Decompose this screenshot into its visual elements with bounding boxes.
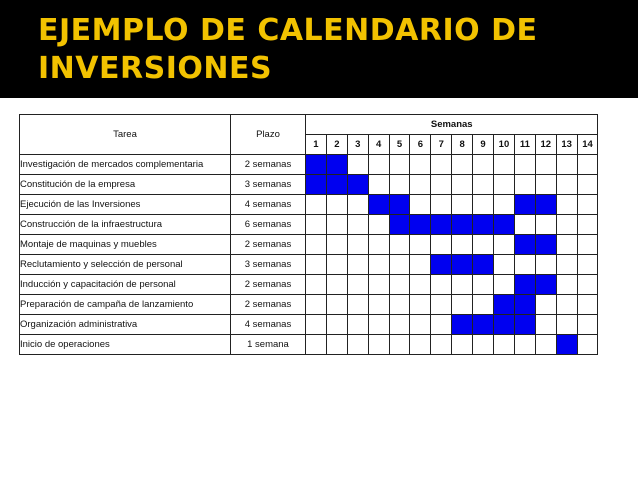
- week-cell: [368, 335, 389, 355]
- week-cell: [389, 275, 410, 295]
- schedule-bar-cell: [389, 215, 410, 235]
- week-cell: [577, 155, 598, 175]
- schedule-bar-cell: [306, 155, 327, 175]
- table-row: [20, 315, 598, 335]
- week-header: 12: [535, 135, 556, 155]
- week-cell: [368, 175, 389, 195]
- week-cell: [306, 315, 327, 335]
- table-row: [20, 295, 598, 315]
- task-name: Montaje de maquinas y muebles: [20, 235, 231, 255]
- week-cell: [306, 195, 327, 215]
- schedule-bar-cell: [473, 255, 494, 275]
- task-name: Inducción y capacitación de personal: [20, 275, 231, 295]
- table-row: [20, 155, 598, 175]
- schedule-bar-cell: [410, 215, 431, 235]
- task-duration: 4 semanas: [231, 315, 306, 335]
- week-cell: [431, 195, 452, 215]
- week-cell: [556, 175, 577, 195]
- week-cell: [556, 275, 577, 295]
- week-cell: [452, 275, 473, 295]
- schedule-bar-cell: [368, 195, 389, 215]
- week-cell: [431, 295, 452, 315]
- schedule-bar-cell: [389, 195, 410, 215]
- week-cell: [452, 335, 473, 355]
- week-cell: [326, 255, 347, 275]
- schedule-bar-cell: [452, 215, 473, 235]
- week-cell: [535, 175, 556, 195]
- week-cell: [326, 215, 347, 235]
- slide-title: EJEMPLO DE CALENDARIO DE INVERSIONES: [38, 13, 538, 86]
- week-cell: [431, 175, 452, 195]
- schedule-bar-cell: [494, 315, 515, 335]
- task-name: Reclutamiento y selección de personal: [20, 255, 231, 275]
- week-cell: [535, 255, 556, 275]
- week-cell: [556, 315, 577, 335]
- task-duration: 2 semanas: [231, 295, 306, 315]
- week-cell: [431, 275, 452, 295]
- week-cell: [577, 195, 598, 215]
- week-cell: [368, 295, 389, 315]
- gantt-body: [20, 155, 598, 355]
- week-cell: [347, 155, 368, 175]
- schedule-bar-cell: [452, 255, 473, 275]
- task-name: Construcción de la infraestructura: [20, 215, 231, 235]
- week-cell: [494, 335, 515, 355]
- schedule-bar-cell: [494, 295, 515, 315]
- week-cell: [347, 215, 368, 235]
- table-row: [20, 335, 598, 355]
- task-duration: 2 semanas: [231, 235, 306, 255]
- week-cell: [556, 235, 577, 255]
- week-cell: [368, 155, 389, 175]
- week-cell: [452, 175, 473, 195]
- week-cell: [535, 335, 556, 355]
- week-header: 9: [473, 135, 494, 155]
- week-cell: [494, 275, 515, 295]
- week-cell: [535, 295, 556, 315]
- week-cell: [556, 195, 577, 215]
- week-header: 4: [368, 135, 389, 155]
- table-row: [20, 235, 598, 255]
- week-cell: [556, 255, 577, 275]
- week-cell: [473, 335, 494, 355]
- schedule-bar-cell: [535, 275, 556, 295]
- week-cell: [389, 315, 410, 335]
- schedule-bar-cell: [535, 235, 556, 255]
- task-duration: 3 semanas: [231, 255, 306, 275]
- week-cell: [452, 195, 473, 215]
- week-cell: [473, 275, 494, 295]
- week-header: 14: [577, 135, 598, 155]
- column-header-plazo: Plazo: [231, 115, 306, 155]
- week-cell: [368, 255, 389, 275]
- week-cell: [410, 195, 431, 215]
- week-cell: [389, 155, 410, 175]
- week-cell: [347, 275, 368, 295]
- week-cell: [410, 295, 431, 315]
- column-header-semanas: Semanas: [306, 115, 598, 135]
- week-cell: [452, 235, 473, 255]
- schedule-bar-cell: [347, 175, 368, 195]
- week-cell: [577, 315, 598, 335]
- week-header: 10: [494, 135, 515, 155]
- schedule-bar-cell: [514, 275, 535, 295]
- week-cell: [410, 175, 431, 195]
- week-cell: [326, 235, 347, 255]
- week-cell: [556, 295, 577, 315]
- week-cell: [431, 315, 452, 335]
- week-cell: [556, 215, 577, 235]
- week-cell: [577, 215, 598, 235]
- week-cell: [368, 275, 389, 295]
- task-name: Organización administrativa: [20, 315, 231, 335]
- week-cell: [347, 335, 368, 355]
- week-cell: [473, 195, 494, 215]
- week-cell: [389, 335, 410, 355]
- table-row: [20, 275, 598, 295]
- schedule-bar-cell: [326, 155, 347, 175]
- investment-schedule-table: [19, 114, 598, 355]
- week-cell: [494, 175, 515, 195]
- week-cell: [577, 295, 598, 315]
- schedule-bar-cell: [473, 215, 494, 235]
- week-cell: [514, 215, 535, 235]
- week-cell: [368, 235, 389, 255]
- week-cell: [389, 295, 410, 315]
- task-name: Investigación de mercados complementaria: [20, 155, 231, 175]
- week-cell: [556, 155, 577, 175]
- week-cell: [431, 335, 452, 355]
- week-cell: [347, 295, 368, 315]
- week-cell: [473, 175, 494, 195]
- task-duration: 4 semanas: [231, 195, 306, 215]
- week-cell: [347, 235, 368, 255]
- schedule-bar-cell: [326, 175, 347, 195]
- schedule-bar-cell: [473, 315, 494, 335]
- week-cell: [431, 155, 452, 175]
- task-duration: 3 semanas: [231, 175, 306, 195]
- week-header: 5: [389, 135, 410, 155]
- week-cell: [514, 175, 535, 195]
- week-header: 7: [431, 135, 452, 155]
- week-cell: [410, 155, 431, 175]
- header-row-top: [20, 115, 598, 135]
- week-cell: [577, 175, 598, 195]
- task-duration: 6 semanas: [231, 215, 306, 235]
- table-row: [20, 195, 598, 215]
- week-cell: [577, 235, 598, 255]
- week-header: 11: [514, 135, 535, 155]
- week-cell: [368, 315, 389, 335]
- schedule-bar-cell: [514, 315, 535, 335]
- week-cell: [514, 155, 535, 175]
- week-cell: [410, 255, 431, 275]
- week-cell: [306, 255, 327, 275]
- week-cell: [452, 155, 473, 175]
- week-cell: [431, 235, 452, 255]
- week-cell: [306, 295, 327, 315]
- week-cell: [326, 315, 347, 335]
- week-header: 2: [326, 135, 347, 155]
- week-cell: [410, 275, 431, 295]
- week-header: 1: [306, 135, 327, 155]
- week-cell: [326, 275, 347, 295]
- week-cell: [306, 335, 327, 355]
- week-cell: [306, 275, 327, 295]
- week-header: 8: [452, 135, 473, 155]
- week-cell: [473, 235, 494, 255]
- week-cell: [347, 255, 368, 275]
- schedule-bar-cell: [556, 335, 577, 355]
- week-cell: [473, 295, 494, 315]
- week-cell: [368, 215, 389, 235]
- week-cell: [514, 335, 535, 355]
- schedule-bar-cell: [535, 195, 556, 215]
- week-cell: [535, 315, 556, 335]
- week-cell: [535, 215, 556, 235]
- week-header: 3: [347, 135, 368, 155]
- week-cell: [306, 215, 327, 235]
- week-header: 6: [410, 135, 431, 155]
- schedule-bar-cell: [514, 295, 535, 315]
- task-duration: 2 semanas: [231, 155, 306, 175]
- week-cell: [577, 275, 598, 295]
- column-header-tarea: Tarea: [20, 115, 231, 155]
- week-cell: [452, 295, 473, 315]
- week-cell: [514, 255, 535, 275]
- task-duration: 1 semana: [231, 335, 306, 355]
- week-cell: [473, 155, 494, 175]
- table-row: [20, 255, 598, 275]
- schedule-bar-cell: [514, 235, 535, 255]
- week-cell: [494, 195, 515, 215]
- schedule-bar-cell: [431, 255, 452, 275]
- table-row: [20, 215, 598, 235]
- week-cell: [306, 235, 327, 255]
- task-name: Inicio de operaciones: [20, 335, 231, 355]
- week-cell: [410, 235, 431, 255]
- task-duration: 2 semanas: [231, 275, 306, 295]
- schedule-bar-cell: [514, 195, 535, 215]
- week-cell: [326, 335, 347, 355]
- schedule-bar-cell: [494, 215, 515, 235]
- task-name: Constitución de la empresa: [20, 175, 231, 195]
- week-cell: [347, 195, 368, 215]
- task-name: Preparación de campaña de lanzamiento: [20, 295, 231, 315]
- week-cell: [326, 295, 347, 315]
- week-cell: [326, 195, 347, 215]
- week-cell: [577, 255, 598, 275]
- week-cell: [494, 235, 515, 255]
- week-cell: [494, 155, 515, 175]
- table-row: [20, 175, 598, 195]
- week-cell: [410, 315, 431, 335]
- week-cell: [410, 335, 431, 355]
- task-name: Ejecución de las Inversiones: [20, 195, 231, 215]
- schedule-bar-cell: [431, 215, 452, 235]
- week-header: 13: [556, 135, 577, 155]
- week-cell: [389, 175, 410, 195]
- title-bar: [0, 0, 638, 98]
- schedule-bar-cell: [452, 315, 473, 335]
- week-cell: [494, 255, 515, 275]
- week-cell: [347, 315, 368, 335]
- week-cell: [389, 235, 410, 255]
- schedule-bar-cell: [306, 175, 327, 195]
- week-cell: [535, 155, 556, 175]
- week-cell: [389, 255, 410, 275]
- title-divider: [0, 98, 638, 102]
- week-cell: [577, 335, 598, 355]
